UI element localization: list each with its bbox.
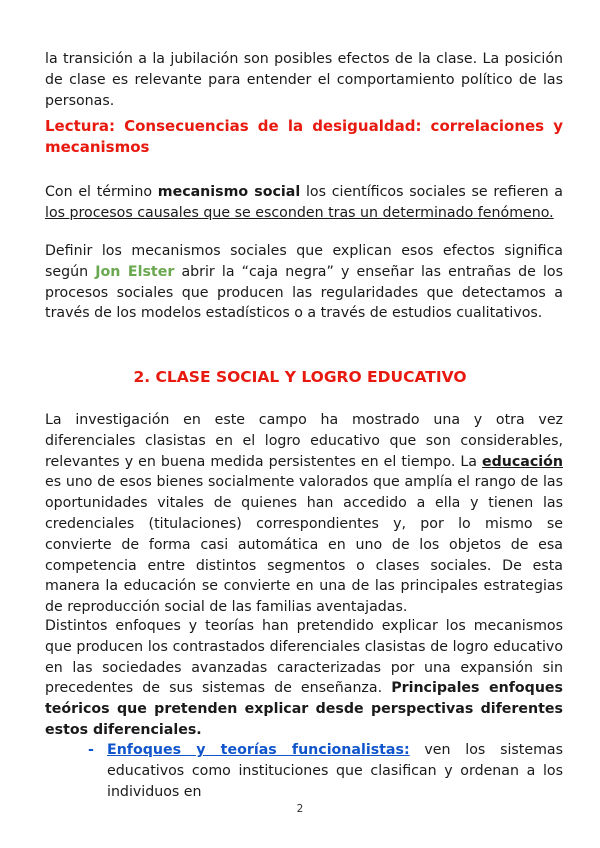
underlined-definition: los procesos causales que se esconden tras un determinado fenómeno. [45, 204, 554, 221]
paragraph-text: es uno de esos bienes socialmente valorados que amplía el rango de las oportunidades vitales de quienes han accedido a ella y tienen las credenciales (titulaciones) correspondientes y, por lo mismo se convierte de forma casi automática en uno de los objetos de esa competencia entre distintos segmentos o clases sociales. De esta manera la educación se convierte en una de las principales estrategias de reproducción social de las familias aventajadas. [45, 474, 563, 616]
paragraph-enfoques [45, 616, 563, 741]
lectura-heading: Lectura: Consecuencias de la desigualdad: correlaciones y mecanismos [45, 117, 563, 156]
section-title: 2. CLASE SOCIAL Y LOGRO EDUCATIVO [133, 368, 467, 386]
bullet-description: ven los sistemas educativos como instituciones que clasifican y ordenan a los individuos en [107, 742, 563, 800]
bullet-text [107, 740, 563, 802]
paragraph-text: La investigación en este campo ha mostrado una y otra vez diferenciales clasistas en el logro educativo que son considerables, relevantes y en buena medida persistentes en el tiempo. La [45, 412, 563, 470]
bold-statement: Principales enfoques teóricos que pretenden explicar desde perspectivas diferentes estos diferenciales. [45, 680, 563, 738]
author-name: Jon Elster [95, 263, 175, 280]
paragraph-mecanismo-social [45, 182, 563, 224]
paragraph-logro-educativo [45, 410, 563, 618]
paragraph-clase-politica [45, 49, 563, 111]
bullet-dash: - [88, 742, 94, 758]
paragraph-text: los científicos sociales se refieren a [300, 184, 563, 200]
paragraph-text: Con el término [45, 184, 158, 200]
page-number: 2 [296, 803, 304, 815]
bold-term: mecanismo social [157, 184, 301, 200]
paragraph-text: Distintos enfoques y teorías han pretendido explicar los mecanismos que producen los contrastados diferenciales clasistas de logro educativo en las sociedades avanzadas caracterizadas por una expansión sin precedentes de sus sistemas de enseñanza. [45, 618, 563, 697]
bold-underlined-term: educación [482, 453, 563, 470]
paragraph-text: Definir los mecanismos sociales que explican esos efectos significa según [45, 243, 563, 280]
funcionalistas-link[interactable]: Enfoques y teorías funcionalistas: [107, 742, 410, 758]
paragraph-text: abrir la “caja negra” y enseñar las entrañas de los procesos sociales que producen las regularidades que detectamos a través de los modelos estadísticos o a través de estudios cualitativos. [45, 263, 564, 322]
paragraph-text: la transición a la jubilación son posibles efectos de la clase. La posición de clase es relevante para entender el comportamiento político de las personas. [45, 51, 563, 109]
paragraph-jon-elster [45, 241, 563, 324]
